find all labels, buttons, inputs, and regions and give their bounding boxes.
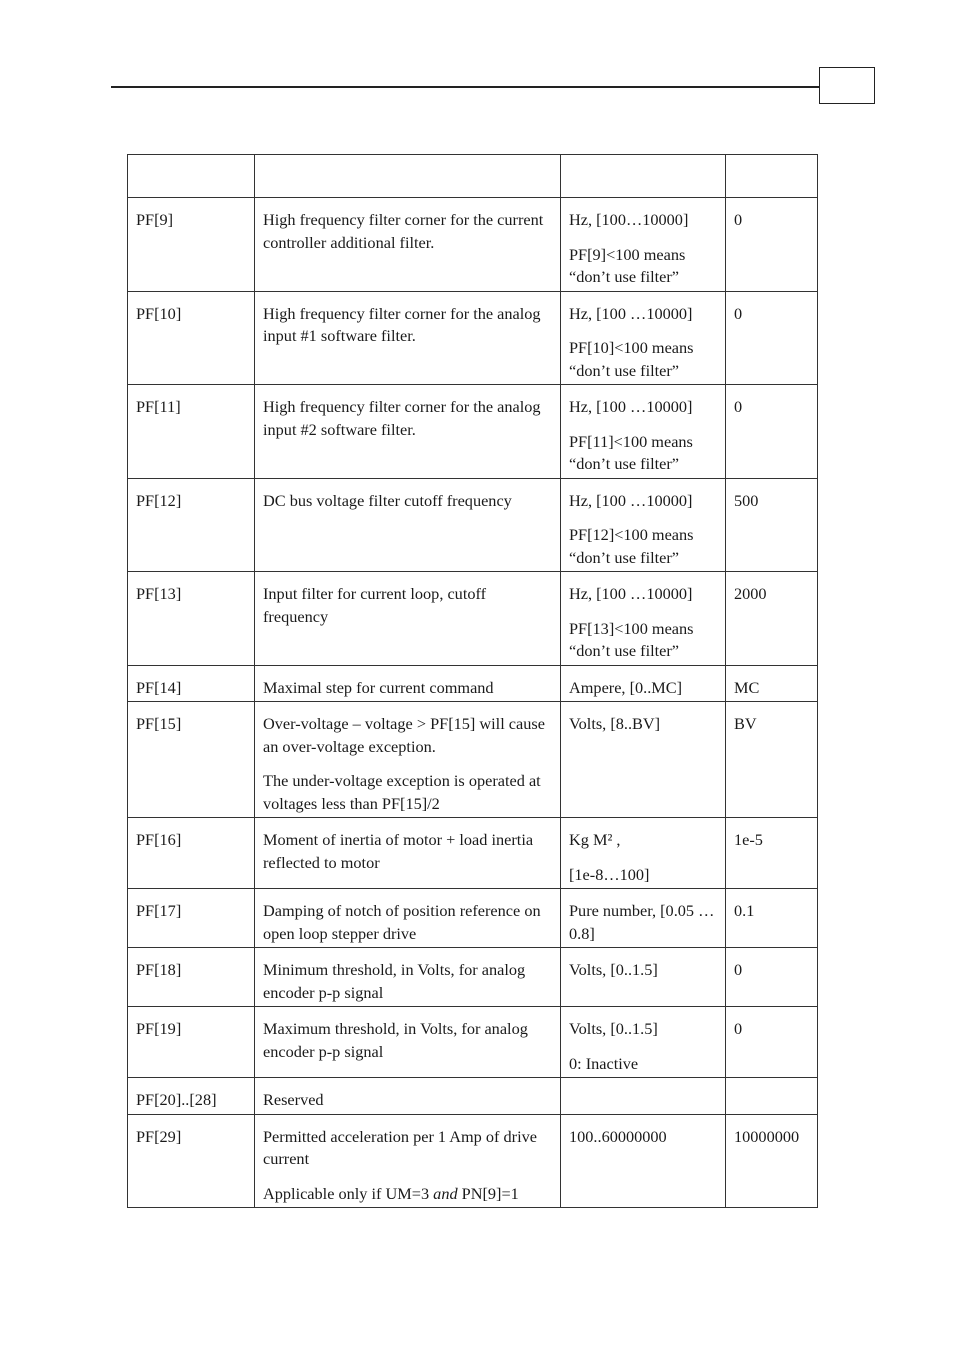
parameter-description-line: Minimum threshold, in Volts, for analog encoder p-p signal — [263, 960, 526, 1002]
parameter-range — [561, 948, 726, 1007]
parameter-range-line: Hz, [100 …10000] — [569, 397, 693, 416]
parameter-name: PF[13] — [128, 572, 255, 666]
parameter-range-line: Hz, [100 …10000] — [569, 303, 693, 323]
parameter-default: 10000000 — [726, 1114, 818, 1208]
table-row — [128, 948, 818, 1007]
parameter-range — [561, 702, 726, 818]
parameter-range-line: Volts, [0..1.5] — [569, 960, 658, 979]
parameter-name: PF[20]..[28] — [128, 1078, 255, 1115]
table-row — [128, 818, 818, 889]
parameter-range-line: PF[10]<100 means “don’t use filter” — [569, 338, 694, 380]
parameter-description-line: Applicable only if UM=3 and PN[9]=1 — [263, 1183, 519, 1203]
parameter-default: 0.1 — [726, 889, 818, 948]
table-body — [128, 198, 818, 1208]
parameter-range — [561, 572, 726, 666]
parameter-range-line: PF[12]<100 means “don’t use filter” — [569, 525, 694, 567]
parameter-range — [561, 665, 726, 702]
parameter-range-line: PF[13]<100 means “don’t use filter” — [569, 618, 694, 660]
column-header-default — [726, 155, 818, 198]
column-header-description — [255, 155, 561, 198]
parameter-range — [561, 1114, 726, 1208]
table-row — [128, 1078, 818, 1115]
parameter-default — [726, 1078, 818, 1115]
parameter-range — [561, 889, 726, 948]
parameter-description — [255, 1007, 561, 1078]
parameter-description-line: High frequency filter corner for the analog input #2 software filter. — [263, 397, 541, 439]
page-number-box — [819, 67, 875, 104]
parameter-range-line: Hz, [100 …10000] — [569, 490, 693, 510]
parameter-name: PF[17] — [128, 889, 255, 948]
parameter-name: PF[9] — [128, 198, 255, 292]
parameter-range-line: Hz, [100 …10000] — [569, 584, 693, 603]
parameter-description — [255, 1078, 561, 1115]
parameter-description-line: High frequency filter corner for the current controller additional filter. — [263, 210, 544, 252]
parameter-default: 0 — [726, 385, 818, 479]
parameter-default: 1e-5 — [726, 818, 818, 889]
parameter-description-line: High frequency filter corner for the analog input #1 software filter. — [263, 303, 541, 345]
emphasis-text: and — [433, 1183, 458, 1203]
parameter-range — [561, 291, 726, 385]
parameter-description-line: Damping of notch of position reference on open loop stepper drive — [263, 901, 541, 943]
parameter-range-line: Volts, [8..BV] — [569, 714, 661, 733]
parameter-description-line: Over-voltage – voltage > PF[15] will cause an over-voltage exception. — [263, 714, 545, 756]
parameter-description-line: Permitted acceleration per 1 Amp of drive current — [263, 1126, 537, 1168]
parameter-description — [255, 948, 561, 1007]
parameter-description — [255, 291, 561, 385]
parameter-description — [255, 702, 561, 818]
parameter-default: 2000 — [726, 572, 818, 666]
parameter-default: 0 — [726, 198, 818, 292]
parameter-description — [255, 385, 561, 479]
parameter-range-line: 100..60000000 — [569, 1126, 667, 1146]
parameter-description — [255, 198, 561, 292]
parameter-name: PF[11] — [128, 385, 255, 479]
table-row — [128, 385, 818, 479]
parameter-range-line: Kg M² , — [569, 830, 621, 849]
parameter-default: BV — [726, 702, 818, 818]
parameter-description — [255, 478, 561, 572]
table-row — [128, 665, 818, 702]
parameter-name: PF[16] — [128, 818, 255, 889]
table-row — [128, 291, 818, 385]
parameter-description-line: DC bus voltage filter cutoff frequency — [263, 490, 512, 510]
parameter-name: PF[15] — [128, 702, 255, 818]
parameter-default: 0 — [726, 948, 818, 1007]
parameter-description-line: Reserved — [263, 1090, 324, 1109]
parameter-range-line: Ampere, [0..MC] — [569, 677, 683, 697]
parameter-description-line: Maximal step for current command — [263, 677, 494, 697]
parameter-range-line: 0: Inactive — [569, 1053, 639, 1073]
parameter-name: PF[10] — [128, 291, 255, 385]
parameter-default: 500 — [726, 478, 818, 572]
parameter-name: PF[18] — [128, 948, 255, 1007]
parameter-default: MC — [726, 665, 818, 702]
parameter-description — [255, 1114, 561, 1208]
parameter-description-line: Input filter for current loop, cutoff frequency — [263, 584, 487, 626]
parameter-range — [561, 1078, 726, 1115]
column-header-range — [561, 155, 726, 198]
table-row — [128, 478, 818, 572]
parameter-name: PF[12] — [128, 478, 255, 572]
parameter-description — [255, 818, 561, 889]
parameter-default: 0 — [726, 291, 818, 385]
parameter-range — [561, 198, 726, 292]
table-row — [128, 198, 818, 292]
parameter-range-line: Pure number, [0.05 … 0.8] — [569, 901, 715, 943]
table-row — [128, 889, 818, 948]
parameter-description — [255, 889, 561, 948]
parameter-range — [561, 1007, 726, 1078]
parameter-name: PF[19] — [128, 1007, 255, 1078]
parameter-description-line: The under-voltage exception is operated at voltages less than PF[15]/2 — [263, 771, 541, 813]
parameter-range — [561, 818, 726, 889]
parameter-range-line: Volts, [0..1.5] — [569, 1019, 658, 1038]
parameter-range-line: PF[11]<100 means “don’t use filter” — [569, 431, 693, 473]
parameter-description — [255, 665, 561, 702]
table-row — [128, 702, 818, 818]
parameter-range — [561, 385, 726, 479]
table-row — [128, 572, 818, 666]
header-rule — [111, 86, 819, 88]
parameter-range-line: PF[9]<100 means “don’t use filter” — [569, 244, 686, 286]
table-row — [128, 1007, 818, 1078]
parameter-range-line: Hz, [100…10000] — [569, 210, 689, 229]
parameter-range-line: [1e-8…100] — [569, 864, 650, 884]
parameter-description-line: Maximum threshold, in Volts, for analog encoder p-p signal — [263, 1019, 528, 1061]
table-header-row — [128, 155, 818, 198]
parameter-description — [255, 572, 561, 666]
parameter-name: PF[29] — [128, 1114, 255, 1208]
table-row — [128, 1114, 818, 1208]
parameter-default: 0 — [726, 1007, 818, 1078]
parameter-table — [127, 154, 818, 1208]
parameter-range — [561, 478, 726, 572]
parameter-description-line: Moment of inertia of motor + load inertia reflected to motor — [263, 830, 534, 872]
column-header-name — [128, 155, 255, 198]
parameter-name: PF[14] — [128, 665, 255, 702]
table-header — [128, 155, 818, 198]
